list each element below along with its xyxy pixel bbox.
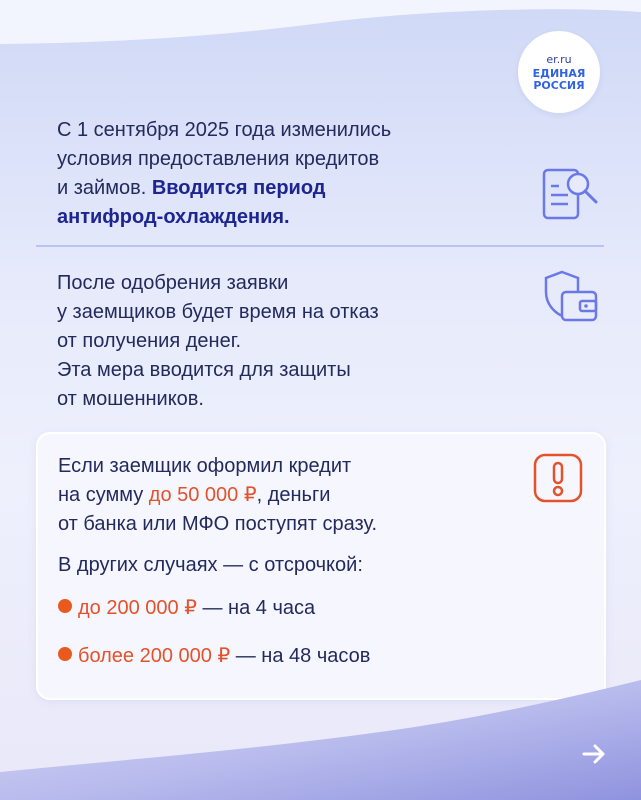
logo-site: er.ru bbox=[546, 52, 572, 66]
bottom-wave-decoration bbox=[0, 680, 641, 800]
shield-wallet-icon bbox=[540, 268, 602, 326]
intro-text bbox=[57, 116, 527, 232]
logo-name-line2: РОССИЯ bbox=[533, 78, 585, 92]
card-line-1: Если заемщик оформил кредит bbox=[58, 455, 352, 477]
bullet-item bbox=[58, 642, 370, 671]
cooling-period-text bbox=[57, 269, 517, 414]
cooling-line-1: После одобрения заявки bbox=[57, 272, 289, 294]
bullet-amount: более 200 000 ₽ bbox=[78, 645, 231, 667]
alert-icon bbox=[532, 452, 584, 504]
card-line-3: от банка или МФО поступят сразу. bbox=[58, 513, 377, 535]
bullet-amount: до 200 000 ₽ bbox=[78, 597, 197, 619]
cooling-line-5: от мошенников. bbox=[57, 388, 204, 410]
intro-line-2: условия предоставления кредитов bbox=[57, 148, 380, 170]
amount-highlight: до 50 000 ₽ bbox=[148, 484, 257, 506]
section-divider bbox=[36, 245, 604, 247]
document-search-icon bbox=[540, 164, 602, 226]
party-logo[interactable] bbox=[518, 31, 600, 113]
bullet-dot bbox=[58, 599, 72, 613]
cooling-line-2: у заемщиков будет время на отказ bbox=[57, 301, 379, 323]
intro-line-4-bold: антифрод-охлаждения. bbox=[57, 206, 290, 228]
card-line-2 bbox=[58, 481, 330, 510]
intro-line-3 bbox=[57, 174, 527, 203]
card-line-2-pre: на сумму bbox=[58, 484, 149, 506]
intro-line-3-bold: Вводится период bbox=[151, 177, 326, 199]
cooling-line-4: Эта мера вводится для защиты bbox=[57, 359, 351, 381]
logo-name-line1: ЕДИНАЯ bbox=[532, 66, 586, 80]
conditions-card bbox=[36, 432, 606, 700]
bullet-dot bbox=[58, 647, 72, 661]
card-line-4: В других случаях — с отсрочкой: bbox=[58, 554, 363, 576]
intro-line-3-plain: и займов. bbox=[57, 177, 152, 199]
intro-line-1: С 1 сентября 2025 года изменились bbox=[57, 119, 392, 141]
bullet-delay: — на 48 часов bbox=[230, 645, 371, 667]
cooling-line-3: от получения денег. bbox=[57, 330, 242, 352]
bullet-delay: — на 4 часа bbox=[196, 597, 316, 619]
card-line-2-post: , деньги bbox=[256, 484, 331, 506]
arrow-right-icon[interactable] bbox=[580, 740, 608, 768]
intro-line-4 bbox=[57, 203, 527, 232]
bullet-item bbox=[58, 594, 315, 623]
